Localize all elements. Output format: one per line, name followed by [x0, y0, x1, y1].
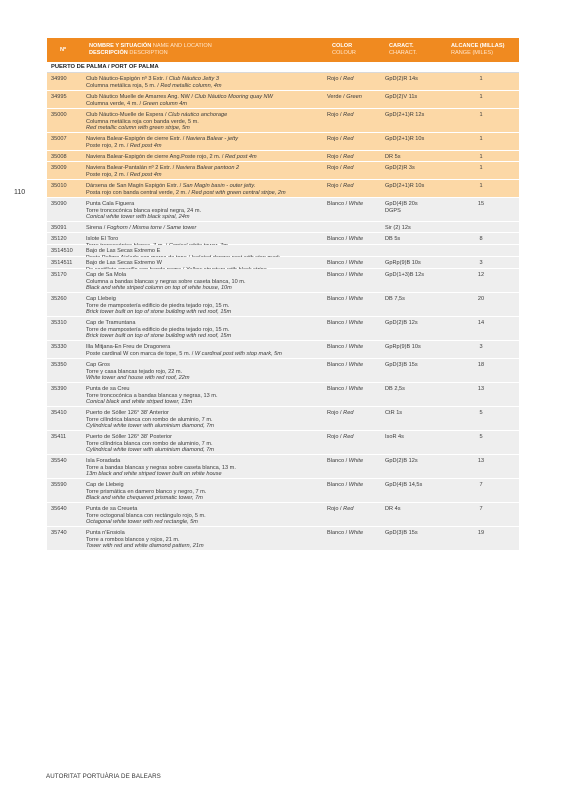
name-text: Club Náutico Muelle de Amarres Ang. NW /	[86, 94, 195, 100]
description-text: Poste rojo, 2 m. /	[86, 142, 130, 149]
description-extra-en: Black and white chequered prismatic tower, 7m	[86, 495, 203, 502]
light-name-description	[86, 386, 324, 406]
light-name-description	[86, 272, 324, 292]
description-text: Torre prismática en damero blanco y negro, 7 m.	[86, 488, 207, 495]
table-row	[47, 133, 519, 151]
light-characteristic: GpD(2)V 11s	[385, 94, 418, 100]
header-number: Nº	[60, 47, 67, 53]
name-text: Punta n'Ensiola	[86, 530, 125, 536]
light-characteristic: CtR 1s	[385, 410, 403, 416]
light-characteristic: GpD(2+1)R 10s	[385, 136, 425, 142]
name-text: Islote El Toro	[86, 236, 119, 242]
light-characteristic: DR 5s	[385, 154, 401, 160]
light-name-description	[86, 76, 324, 89]
light-number: 35091	[51, 225, 67, 231]
description-text: Poste cardinal W con marca de tope, 5 m. /	[86, 350, 195, 357]
name-text-en: San Magín basin - outer jetty.	[182, 183, 256, 189]
light-name-description	[86, 94, 324, 107]
table-row	[47, 245, 519, 257]
light-range: 7	[479, 482, 483, 488]
table-row	[47, 151, 519, 162]
light-colour: Rojo / Red	[327, 410, 354, 416]
header-colour: COLOR COLOUR	[332, 43, 356, 56]
table-row	[47, 503, 519, 527]
description-text: Poste rojo, 2 m. /	[86, 171, 130, 178]
light-colour: Blanco / White	[327, 201, 364, 207]
description-text-en: Red metallic column, 4m	[160, 82, 222, 89]
light-colour: Blanco / White	[327, 260, 364, 266]
light-colour: Rojo / Red	[327, 165, 354, 171]
description-extra-en: Black and white striped column on top of white house, 10m	[86, 285, 232, 292]
light-number: 35540	[51, 458, 67, 464]
light-colour: Rojo / Red	[327, 76, 354, 82]
light-range: 19	[477, 530, 485, 536]
table-row	[47, 162, 519, 180]
description-text: Torre troncocónica blanca espiral negra, 24 m.	[86, 207, 202, 214]
table-row	[47, 455, 519, 479]
description-text: Torre y casa blancas tejado rojo, 22 m.	[86, 368, 183, 375]
description-extra-en: Octagonal white tower with red rectangle, 5m	[86, 519, 198, 526]
name-text: Naviera Balear-Pantalán nº 2 Extr. /	[86, 165, 176, 171]
light-name-description	[86, 434, 324, 454]
table-row	[47, 198, 519, 222]
light-colour: Blanco / White	[327, 362, 364, 368]
name-text-en: Club náutico anchorage	[168, 112, 228, 118]
light-range: 3	[479, 260, 483, 266]
light-name-description	[86, 482, 324, 502]
light-characteristic: GpD(4)B 14,5s	[385, 482, 423, 488]
table-body	[47, 73, 519, 551]
name-text: Cap Gros	[86, 362, 110, 368]
light-colour: Rojo / Red	[327, 112, 354, 118]
light-characteristic: IsoR 4s	[385, 434, 404, 440]
light-name-description	[86, 165, 324, 178]
table-row	[47, 180, 519, 198]
light-colour: Blanco / White	[327, 530, 364, 536]
header-charact: CARACT. CHARACT.	[389, 43, 417, 56]
table-row	[47, 91, 519, 109]
light-number: 35120	[51, 236, 67, 242]
light-name-description	[86, 183, 324, 196]
description-extra-en: White tower and house with red roof, 22m	[86, 375, 190, 382]
light-number: 3514511	[51, 260, 73, 266]
light-number: 35008	[51, 154, 67, 160]
light-range: 1	[479, 76, 483, 82]
name-text: Naviera Balear-Espigón de cierre Extr. /	[86, 136, 186, 142]
light-number: 35007	[51, 136, 67, 142]
name-text: Cap de Llebeig	[86, 482, 124, 488]
light-name-description	[86, 320, 324, 340]
name-text: Punta de sa Creu	[86, 386, 130, 392]
name-text: Club Náutico-Espigón nº 3 Extr. /	[86, 76, 169, 82]
light-number: 35740	[51, 530, 67, 536]
light-number: 35260	[51, 296, 67, 302]
description-text: Torre cilíndrica blanca con rombo de aluminio, 7 m.	[86, 440, 213, 447]
table-row	[47, 359, 519, 383]
name-text: Bajo de Las Secas Extremo E	[86, 248, 161, 254]
light-colour: Blanco / White	[327, 482, 364, 488]
light-colour: Blanco / White	[327, 296, 364, 302]
description-extra-en: Cylindrical white tower with aluminium diamond, 7m	[86, 423, 215, 430]
light-range: 1	[479, 154, 483, 160]
name-text: Punta Cala Figuera	[86, 201, 135, 207]
name-text-en: Naviera Balear - jetty	[185, 136, 239, 142]
light-number: 35350	[51, 362, 67, 368]
light-name-description	[86, 506, 324, 526]
name-text: Punta de sa Creueta	[86, 506, 138, 512]
description-text: Columna metálica roja con banda verde, 5 m.	[86, 118, 199, 125]
name-text-en: Club Náutico Mooring quay NW	[194, 94, 273, 100]
name-text: Naviera Balear-Espigón de cierre Ang.Poste rojo, 2 m. /	[86, 154, 225, 160]
table-row	[47, 257, 519, 269]
light-range: 1	[479, 136, 483, 142]
light-range: 1	[479, 94, 483, 100]
name-text: Bajo de Las Secas Extremo W	[86, 260, 162, 266]
name-text-en: Club Náutico Jetty 3	[168, 76, 219, 82]
page-number: 110	[14, 189, 26, 196]
description-text-en: Red post with green central stripe, 2m	[191, 189, 286, 196]
light-range: 14	[477, 320, 485, 326]
table-row	[47, 407, 519, 431]
table-row	[47, 383, 519, 407]
name-text: Illa Mitjana-En Freu de Dragonera	[86, 344, 171, 350]
light-characteristic: DB 7,5s	[385, 296, 405, 302]
description-text-en: Red post 4m	[129, 142, 162, 149]
header-name-description: NOMBRE Y SITUACIÓN NAME AND LOCATION DESCRIPCIÓN DESCRIPTION	[89, 43, 212, 56]
table-row	[47, 431, 519, 455]
light-range: 1	[479, 165, 483, 171]
description-text: Columna a bandas blancas y negras sobre caseta blanca, 10 m.	[86, 278, 246, 285]
footer: AUTORITAT PORTUÀRIA DE BALEARS	[46, 773, 161, 780]
light-range: 8	[479, 236, 483, 242]
light-name-description	[86, 362, 324, 382]
light-characteristic: GpD(2)B 12s	[385, 458, 418, 464]
light-characteristic: GpD(2)R 3s	[385, 165, 415, 171]
light-characteristic: GpRp(9)B 10s	[385, 260, 421, 266]
name-text-en: Red post 4m	[224, 154, 257, 160]
table-row	[47, 109, 519, 133]
table-row	[47, 293, 519, 317]
name-text: Club Náutico-Muelle de Espera /	[86, 112, 169, 118]
light-characteristic: GpD(4)B 20s DGPS	[385, 201, 418, 214]
description-text: Posta rojo con banda central verde, 2 m. /	[86, 189, 192, 196]
lights-table	[47, 38, 519, 551]
table-row	[47, 233, 519, 245]
light-range: 3	[479, 344, 483, 350]
table-row	[47, 479, 519, 503]
light-number: 35330	[51, 344, 67, 350]
light-range: 13	[477, 458, 485, 464]
light-characteristic: GpD(2+1)R 12s	[385, 112, 425, 118]
light-characteristic: GpRp(9)B 10s	[385, 344, 421, 350]
name-text-en: Naviera Balear pantoon 2	[175, 165, 240, 171]
light-colour: Verde / Green	[327, 94, 362, 100]
light-range: 15	[477, 201, 485, 207]
light-name-description	[86, 344, 324, 357]
description-extra-en: Brick tower built on top of stone building with red roof, 15m	[86, 309, 232, 316]
light-colour: Blanco / White	[327, 458, 364, 464]
table-row	[47, 341, 519, 359]
light-colour: Rojo / Red	[327, 136, 354, 142]
table-row	[47, 222, 519, 233]
name-text: Puerto de Sóller 126° 38' Anterior	[86, 410, 169, 416]
table-row	[47, 73, 519, 91]
section-title: PUERTO DE PALMA / PORT OF PALMA	[47, 62, 519, 73]
name-text: Puerto de Sóller 126° 38' Posterior	[86, 434, 173, 440]
light-colour: Rojo / Red	[327, 506, 354, 512]
table-row	[47, 527, 519, 551]
light-number: 35590	[51, 482, 67, 488]
description-text: Torre a rombos blancos y rojos, 21 m.	[86, 536, 180, 543]
light-range: 1	[479, 183, 483, 189]
light-name-description	[86, 136, 324, 149]
light-range: 5	[479, 434, 483, 440]
light-name-description	[86, 458, 324, 478]
description-text: Torre de mampostería edificio de piedra tejado rojo, 15 m.	[86, 326, 230, 333]
description-extra-en: Tower with red and white diamond pattern, 21m	[86, 543, 204, 550]
description-text: Columna metálica roja, 5 m. /	[86, 82, 161, 89]
light-colour: Rojo / Red	[327, 154, 354, 160]
description-text-en: W cardinal post with stop mark, 5m	[194, 350, 282, 357]
light-number: 35640	[51, 506, 67, 512]
light-number: 34995	[51, 94, 67, 100]
light-number: 35090	[51, 201, 67, 207]
description-text: Torre cilíndrica blanca con rombo de aluminio, 7 m.	[86, 416, 213, 423]
description-extra-en: Conical black and white striped tower, 13m	[86, 399, 193, 406]
light-characteristic: Sir (2) 12s	[385, 225, 411, 231]
light-name-description	[86, 296, 324, 316]
light-number: 35410	[51, 410, 67, 416]
light-characteristic: DB 5s	[385, 236, 401, 242]
description-extra-en: Brick tower built on top of stone building with red roof, 15m	[86, 333, 232, 340]
light-colour: Blanco / White	[327, 344, 364, 350]
name-text: Cap Llebeig	[86, 296, 116, 302]
light-characteristic: GpD(2+1)R 10s	[385, 183, 425, 189]
description-extra-en: Red metallic column with green stripe, 5m	[86, 125, 190, 132]
description-text: Torre octogonal blanca con rectángulo rojo, 5 m.	[86, 512, 206, 519]
table-row	[47, 269, 519, 293]
description-text: Torre troncocónica a bandas blancas y negras, 13 m.	[86, 392, 218, 399]
light-number: 3514510	[51, 248, 73, 254]
light-colour: Rojo / Red	[327, 434, 354, 440]
name-text: Sirena /	[86, 225, 107, 231]
light-characteristic: GpD(3)B 15s	[385, 362, 418, 368]
light-number: 35310	[51, 320, 67, 326]
name-text: Dársena de San Magín Espigón Extr. /	[86, 183, 183, 189]
light-characteristic: GpD(2)B 12s	[385, 320, 418, 326]
description-text: Torre de mampostería edificio de piedra tejado rojo, 15 m.	[86, 302, 230, 309]
light-name-description	[86, 410, 324, 430]
description-extra-en: Conical white tower with black spiral, 24m	[86, 214, 190, 221]
light-number: 35390	[51, 386, 67, 392]
light-range: 12	[477, 272, 485, 278]
table-row	[47, 317, 519, 341]
light-characteristic: DB 2,5s	[385, 386, 405, 392]
description-extra-en: 13m black and white striped tower built on white house	[86, 471, 222, 478]
light-range: 13	[477, 386, 485, 392]
light-colour: Blanco / White	[327, 386, 364, 392]
light-number: 35000	[51, 112, 67, 118]
light-number: 35411	[51, 434, 67, 440]
light-range: 1	[479, 112, 483, 118]
light-number: 35009	[51, 165, 67, 171]
light-name-description	[86, 530, 324, 550]
table-header	[47, 38, 519, 62]
description-extra-en: Cylindrical white tower with aluminium diamond, 7m	[86, 447, 215, 454]
light-characteristic: GpD(2)R 14s	[385, 76, 418, 82]
name-text: Cap de Sa Mola	[86, 272, 127, 278]
light-characteristic: GpD(1+3)B 12s	[385, 272, 425, 278]
description-text-en: Red post 4m	[129, 171, 162, 178]
light-colour: Blanco / White	[327, 272, 364, 278]
light-colour: Rojo / Red	[327, 183, 354, 189]
light-characteristic: DR 4s	[385, 506, 401, 512]
light-range: 7	[479, 506, 483, 512]
description-text-en: Green column 4m	[142, 100, 188, 107]
name-text: Cap de Tramuntana	[86, 320, 136, 326]
light-colour: Blanco / White	[327, 320, 364, 326]
light-number: 35170	[51, 272, 67, 278]
light-range: 20	[477, 296, 485, 302]
header-range: ALCANCE (MILLAS) RANGE (MILES)	[451, 43, 505, 56]
light-name-description	[86, 201, 324, 221]
name-text-en: Foghorn / Misma torre / Same tower	[106, 225, 197, 231]
light-number: 35010	[51, 183, 67, 189]
light-range: 5	[479, 410, 483, 416]
description-text: Columna verde, 4 m. /	[86, 100, 143, 107]
light-name-description	[86, 112, 324, 132]
light-name-description	[86, 154, 324, 161]
light-name-description	[86, 225, 324, 232]
name-text: Isla Foradada	[86, 458, 121, 464]
light-number: 34990	[51, 76, 67, 82]
light-range: 18	[477, 362, 485, 368]
description-text: Torre a bandas blancas y negras sobre caseta blanca, 13 m.	[86, 464, 236, 471]
light-colour: Blanco / White	[327, 236, 364, 242]
light-characteristic: GpD(3)B 15s	[385, 530, 418, 536]
